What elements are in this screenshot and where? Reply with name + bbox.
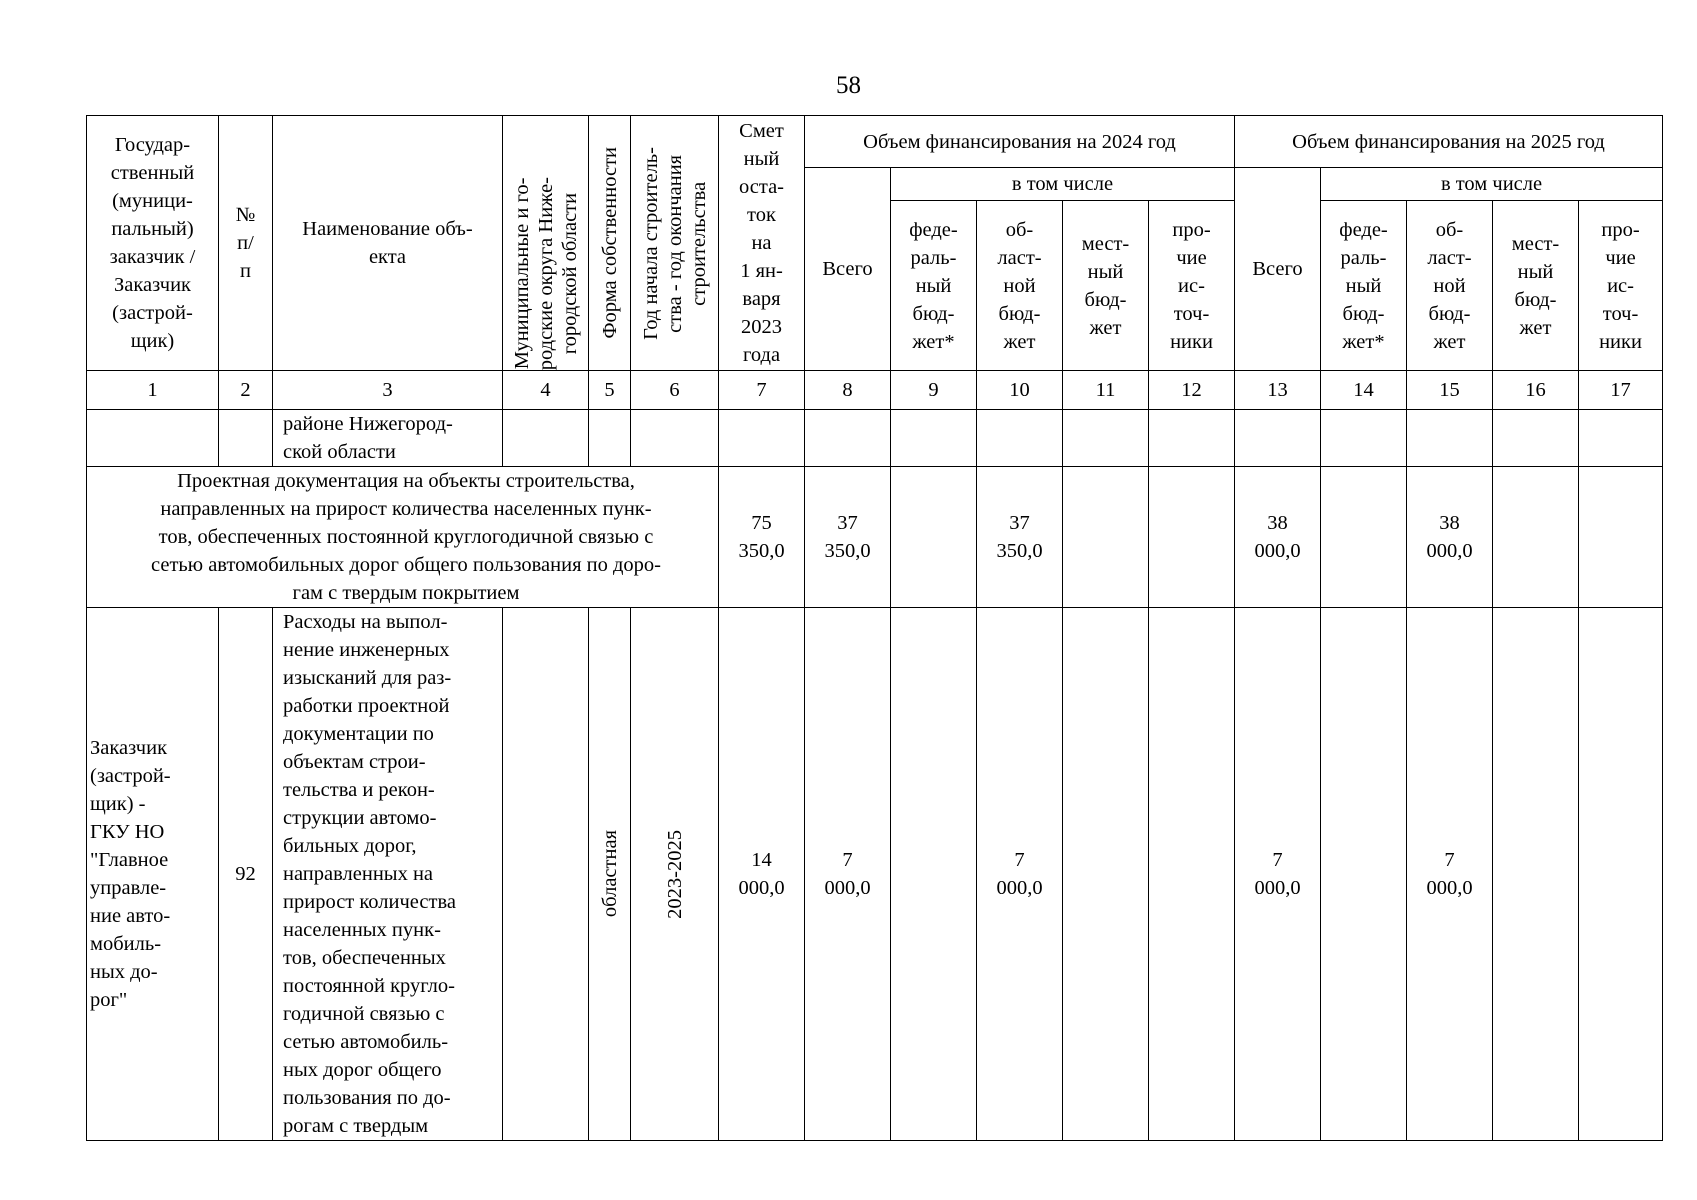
item-num: 92 (219, 608, 273, 1141)
cell-empty (891, 410, 977, 467)
col-num: 3 (273, 371, 503, 410)
header-ownership (589, 116, 631, 371)
header-fin-2025: Объем финансирования на 2025 год (1235, 116, 1663, 168)
cell-empty (1493, 467, 1579, 608)
financing-table (86, 115, 1663, 1141)
col-num: 14 (1321, 371, 1407, 410)
cell-empty (1149, 467, 1235, 608)
section-balance: 75 350,0 (719, 467, 805, 608)
cell-empty (1321, 467, 1407, 608)
col-num: 6 (631, 371, 719, 410)
cell-empty (891, 467, 977, 608)
header-federal-2025: феде- раль- ный бюд- жет* (1321, 201, 1407, 371)
header-municipal-text: Муниципальные и го- родские округа Ниже- городской области (510, 176, 581, 370)
item-ownership (589, 608, 631, 1141)
cell-empty (1063, 467, 1149, 608)
header-fin-2024: Объем финансирования на 2024 год (805, 116, 1235, 168)
col-num: 13 (1235, 371, 1321, 410)
header-regional-2024: об- ласт- ной бюд- жет (977, 201, 1063, 371)
cell-empty (1579, 608, 1663, 1141)
continuation-object-name: районе Нижегород- ской области (273, 410, 503, 467)
col-num: 15 (1407, 371, 1493, 410)
col-num: 11 (1063, 371, 1149, 410)
cell-empty (1407, 410, 1493, 467)
item-total-2025: 7 000,0 (1235, 608, 1321, 1141)
cell-empty (1063, 410, 1149, 467)
item-balance: 14 000,0 (719, 608, 805, 1141)
item-customer: Заказчик (застрой- щик) - ГКУ НО "Главное управле- ние авто- мобиль- ных до- рог" (87, 608, 219, 1141)
col-num: 10 (977, 371, 1063, 410)
item-object-name: Расходы на выпол- нение инженерных изысканий для раз- работки проектной документации по объектам строи- тельства и рекон- струкции автомо- бильных дорог, направленных на прирост количества населенных пунк- тов, обеспеченных постоянной кругло- годичной связью с сетью автомобиль- ных дорог общего пользования по до- рогам с твердым (273, 608, 503, 1141)
header-ownership-text: Форма собственности (598, 147, 621, 339)
header-other-2024: про- чие ис- точ- ники (1149, 201, 1235, 371)
cell-empty (977, 410, 1063, 467)
header-total-2025: Всего (1235, 168, 1321, 371)
cell-empty (1579, 410, 1663, 467)
header-years (631, 116, 719, 371)
cell-empty (1493, 410, 1579, 467)
cell-empty (1321, 410, 1407, 467)
col-num: 1 (87, 371, 219, 410)
col-num: 4 (503, 371, 589, 410)
column-numbers-row (87, 371, 1663, 410)
continuation-row (87, 410, 1663, 467)
section-title: Проектная документация на объекты строительства, направленных на прирост количества населенных пунк- тов, обеспеченных постоянной круглогодичной связью с сетью автомобильных дорог общего пользования по доро- гам с твердым покрытием (87, 467, 719, 608)
item-total-2024: 7 000,0 (805, 608, 891, 1141)
section-total-2025: 38 000,0 (1235, 467, 1321, 608)
cell-empty (1579, 467, 1663, 608)
cell-empty (891, 608, 977, 1141)
section-total-2024: 37 350,0 (805, 467, 891, 608)
cell-empty (219, 410, 273, 467)
item-regional-2025: 7 000,0 (1407, 608, 1493, 1141)
item-row (87, 608, 1663, 1141)
cell-empty (503, 608, 589, 1141)
header-local-2024: мест- ный бюд- жет (1063, 201, 1149, 371)
header-local-2025: мест- ный бюд- жет (1493, 201, 1579, 371)
header-total-2024: Всего (805, 168, 891, 371)
cell-empty (1321, 608, 1407, 1141)
header-including-2025: в том числе (1321, 168, 1663, 201)
section-regional-2025: 38 000,0 (1407, 467, 1493, 608)
cell-empty (503, 410, 589, 467)
header-years-text: Год начала строитель- ства - год окончания строительства (639, 146, 710, 340)
section-regional-2024: 37 350,0 (977, 467, 1063, 608)
col-num: 7 (719, 371, 805, 410)
cell-empty (805, 410, 891, 467)
col-num: 12 (1149, 371, 1235, 410)
item-years (631, 608, 719, 1141)
col-num: 9 (891, 371, 977, 410)
cell-empty (589, 410, 631, 467)
item-ownership-text: областная (598, 830, 621, 918)
header-regional-2025: об- ласт- ной бюд- жет (1407, 201, 1493, 371)
section-row (87, 467, 1663, 608)
col-num: 16 (1493, 371, 1579, 410)
page-number: 58 (836, 72, 861, 99)
header-other-2025: про- чие ис- точ- ники (1579, 201, 1663, 371)
cell-empty (631, 410, 719, 467)
cell-empty (1063, 608, 1149, 1141)
header-num: № п/ п (219, 116, 273, 371)
item-years-text: 2023-2025 (663, 829, 686, 919)
cell-empty (1149, 410, 1235, 467)
cell-empty (87, 410, 219, 467)
item-regional-2024: 7 000,0 (977, 608, 1063, 1141)
col-num: 8 (805, 371, 891, 410)
header-balance: Смет ный оста- ток на 1 ян- варя 2023 года (719, 116, 805, 371)
col-num: 17 (1579, 371, 1663, 410)
col-num: 2 (219, 371, 273, 410)
header-including-2024: в том числе (891, 168, 1235, 201)
header-municipal (503, 116, 589, 371)
header-customer: Государ- ственный (муници- пальный) заказчик / Заказчик (застрой- щик) (87, 116, 219, 371)
header-object-name: Наименование объ- екта (273, 116, 503, 371)
cell-empty (1493, 608, 1579, 1141)
cell-empty (1149, 608, 1235, 1141)
header-federal-2024: феде- раль- ный бюд- жет* (891, 201, 977, 371)
cell-empty (719, 410, 805, 467)
cell-empty (1235, 410, 1321, 467)
col-num: 5 (589, 371, 631, 410)
